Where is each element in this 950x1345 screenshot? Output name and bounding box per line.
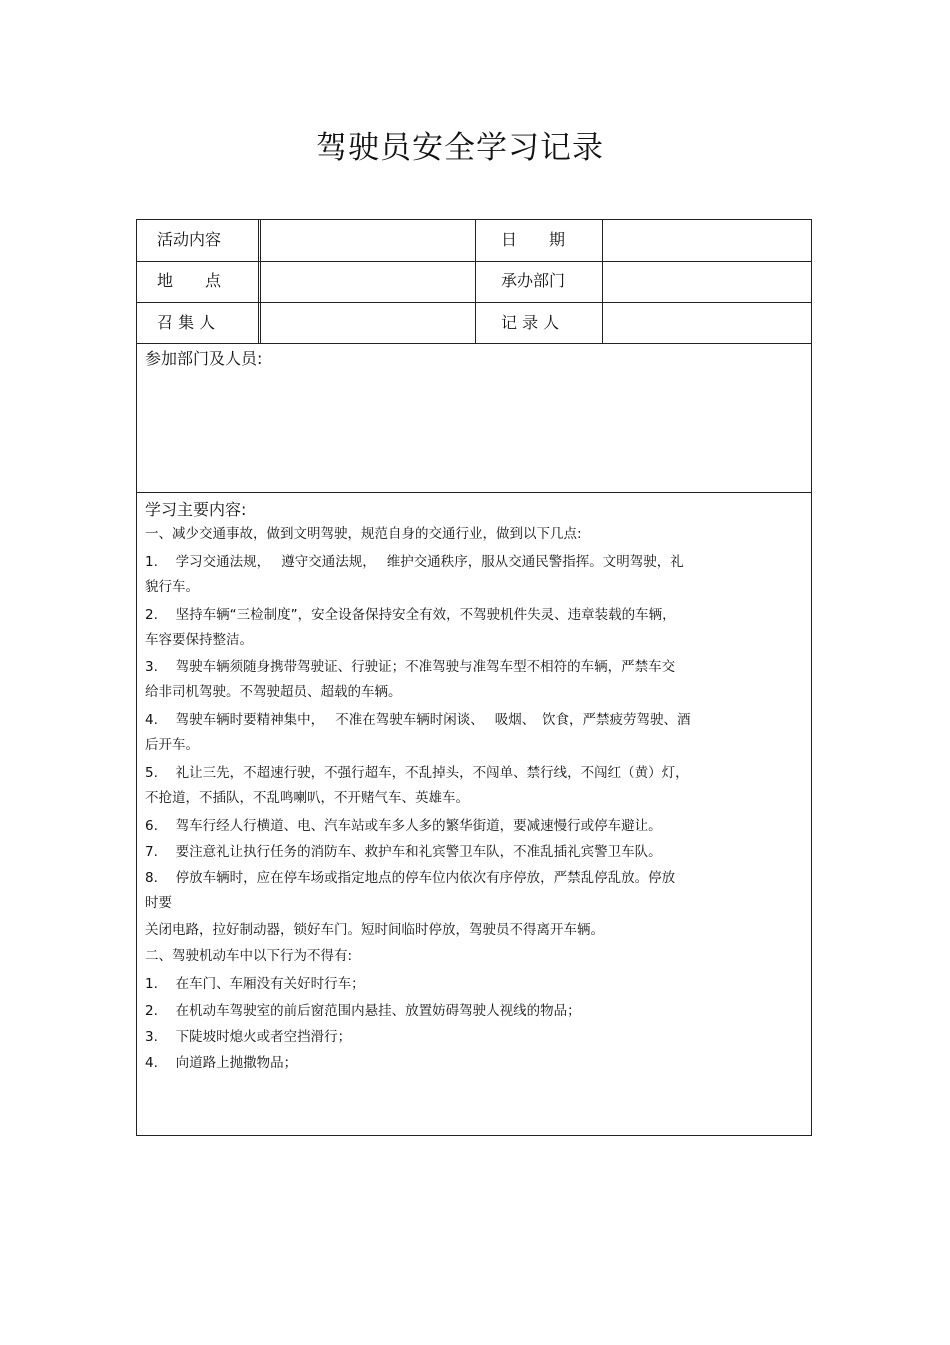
row-divider xyxy=(137,492,811,493)
activity-content-field[interactable] xyxy=(269,220,469,260)
study-line: 2. 坚持车辆“三检制度”，安全设备保持安全有效，不驾驶机件失灵、违章装载的车辆， xyxy=(145,607,676,623)
activity-content-label: 活动内容 xyxy=(157,230,222,249)
study-line: 关闭电路，拉好制动器，锁好车门。短时间临时停放，驾驶员不得离开车辆。 xyxy=(145,922,604,938)
organizer-dept-label: 承办部门 xyxy=(501,271,566,290)
participants-field[interactable] xyxy=(145,370,800,485)
study-line: 6. 驾车行经人行横道、电、汽车站或车多人多的繁华街道，要减速慢行或停车避让。 xyxy=(145,818,662,834)
study-line: 二、驾驶机动车中以下行为不得有: xyxy=(145,948,353,964)
study-line: 4. 驾驶车辆时要精神集中， 不准在驾驶车辆时闲谈、 吸烟、 饮食，严禁疲劳驾驶、酒 xyxy=(145,712,691,728)
study-line: 5. 礼让三先，不超速行驶，不强行超车，不乱掉头，不闯单、禁行线，不闯红（黄）灯， xyxy=(145,765,689,781)
study-line: 后开车。 xyxy=(145,737,199,753)
column-divider xyxy=(475,220,476,343)
study-line: 给非司机驾驶。不驾驶超员、超载的车辆。 xyxy=(145,684,402,700)
column-divider xyxy=(602,220,603,343)
study-line: 一、减少交通事故，做到文明驾驶，规范自身的交通行业，做到以下几点: xyxy=(145,526,582,542)
study-line: 1. 学习交通法规， 遵守交通法规， 维护交通秩序，服从交通民警指挥。文明驾驶，礼 xyxy=(145,554,684,570)
recorder-field[interactable] xyxy=(611,303,806,343)
study-line: 4. 向道路上抛撒物品； xyxy=(145,1055,298,1071)
column-divider xyxy=(260,220,261,343)
study-line: 3. 驾驶车辆须随身携带驾驶证、行驶证；不准驾驶与准驾车型不相符的车辆，严禁车交 xyxy=(145,659,676,675)
location-field[interactable] xyxy=(269,261,469,301)
study-line: 车容要保持整洁。 xyxy=(145,632,253,648)
column-divider xyxy=(258,220,259,343)
study-line: 时要 xyxy=(145,895,172,911)
date-field[interactable] xyxy=(611,220,806,260)
study-line: 3. 下陡坡时熄火或者空挡滑行； xyxy=(145,1029,352,1045)
record-form xyxy=(136,219,812,1136)
study-line: 1. 在车门、车厢没有关好时行车； xyxy=(145,976,365,992)
organizer-dept-field[interactable] xyxy=(611,261,806,301)
study-content-label: 学习主要内容: xyxy=(145,500,247,519)
study-line: 不抢道，不插队，不乱鸣喇叭，不开赌气车、英雄车。 xyxy=(145,790,469,806)
location-label: 地 点 xyxy=(157,271,222,290)
study-line: 7. 要注意礼让执行任务的消防车、救护车和礼宾警卫车队，不准乱插礼宾警卫车队。 xyxy=(145,844,662,860)
participants-label: 参加部门及人员: xyxy=(145,349,263,368)
convener-label: 召 集 人 xyxy=(157,313,216,332)
study-line: 2. 在机动车驾驶室的前后窗范围内悬挂、放置妨碍驾驶人视线的物品； xyxy=(145,1003,581,1019)
date-label: 日 期 xyxy=(501,230,566,249)
row-divider xyxy=(137,343,811,344)
recorder-label: 记 录 人 xyxy=(501,313,560,332)
document-title: 驾驶员安全学习记录 xyxy=(316,130,604,166)
convener-field[interactable] xyxy=(269,303,469,343)
study-line: 貌行车。 xyxy=(145,579,199,595)
study-line: 8. 停放车辆时，应在停车场或指定地点的停车位内依次有序停放，严禁乱停乱放。停放 xyxy=(145,870,676,886)
